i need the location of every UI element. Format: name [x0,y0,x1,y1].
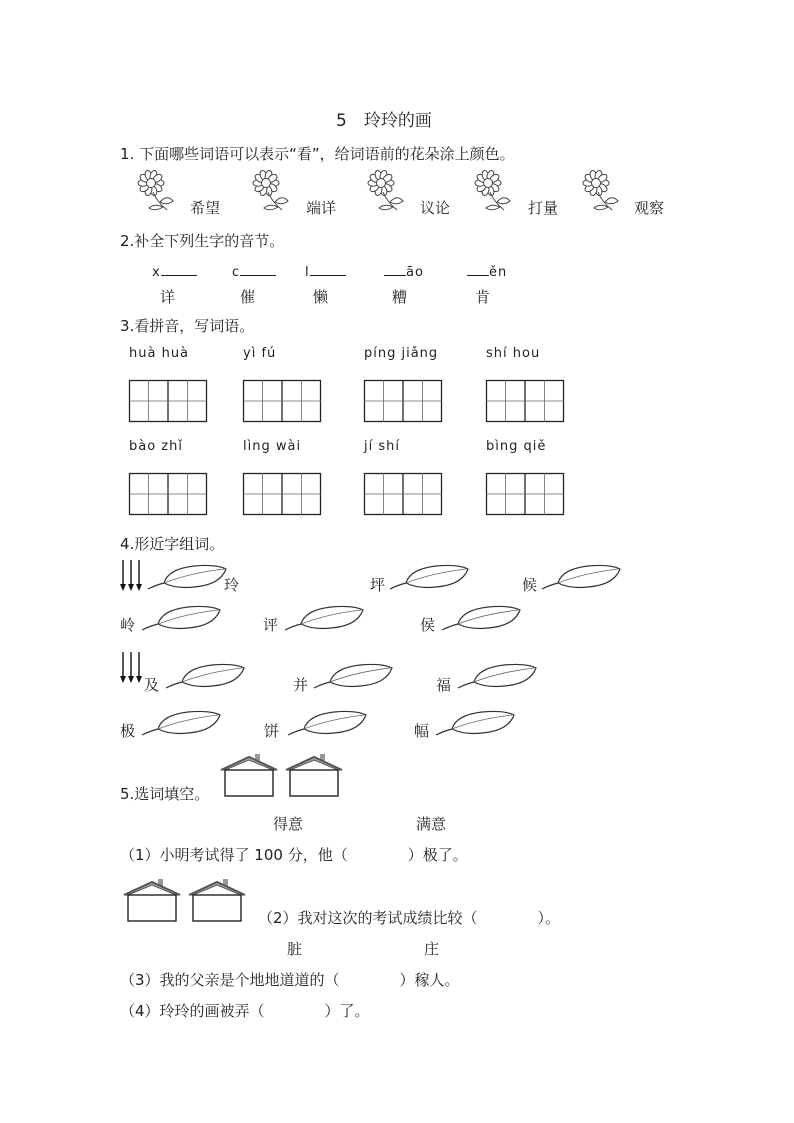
q4-prompt: 4.形近字组词。 [120,535,225,553]
syllable-given: x [152,265,161,280]
pinyin-label: lìng wài [243,439,302,454]
q5-sentence-2: （2）我对这次的考试成绩比较（ ）。 [258,909,561,927]
q3-prompt: 3.看拼音，写词语。 [120,317,255,335]
leaf-icon[interactable] [140,709,222,739]
flower-icon[interactable] [363,168,421,214]
flower-icon[interactable] [133,168,191,214]
leaf-icon[interactable] [164,662,246,692]
writing-grid[interactable] [486,380,564,422]
syllable-char: 肯 [475,288,491,306]
form-char: 候 [522,576,538,594]
syllable-char: 懒 [313,288,329,306]
q2-prompt: 2.补全下列生字的音节。 [120,232,285,250]
form-char: 并 [293,676,309,694]
form-char: 极 [120,722,136,740]
blank-line[interactable] [467,261,489,276]
leaf-icon[interactable] [540,563,622,593]
q5-sentence-1: （1）小明考试得了 100 分，他（ ）极了。 [120,846,468,864]
writing-grid[interactable] [243,380,321,422]
choice-word: 庄 [424,940,440,958]
leaf-icon[interactable] [388,563,470,593]
q1-word: 议论 [420,199,451,217]
leaf-icon[interactable] [286,709,368,739]
house-icon[interactable] [284,752,344,798]
pinyin-label: píng jiǎng [364,346,439,361]
pinyin-label: bào zhǐ [129,439,183,454]
leaf-icon[interactable] [140,604,222,634]
syllable-blank[interactable] [384,261,424,280]
leaf-icon[interactable] [440,604,522,634]
syllable-blank[interactable] [467,261,507,280]
blank-line[interactable] [384,261,406,276]
writing-grid[interactable] [129,380,207,422]
house-icon[interactable] [122,877,182,923]
leaf-icon[interactable] [283,604,365,634]
q5-sentence-4: （4）玲玲的画被弄（ ）了。 [120,1002,370,1020]
leaf-icon[interactable] [456,662,538,692]
pinyin-label: bìng qiě [486,439,547,454]
blank-line[interactable] [310,261,346,276]
form-char: 饼 [264,722,280,740]
choice-word: 满意 [416,815,447,833]
leaf-icon[interactable] [312,662,394,692]
q5-prompt: 5.选词填空。 [120,785,210,803]
syllable-char: 催 [240,288,256,306]
writing-grid[interactable] [364,380,442,422]
q1-word: 端详 [306,199,337,217]
writing-grid[interactable] [243,473,321,515]
form-char: 玲 [224,576,240,594]
form-char: 岭 [120,616,136,634]
syllable-given: c [232,265,241,280]
choice-word: 脏 [287,940,303,958]
syllable-blank[interactable] [152,261,197,280]
blank-line[interactable] [161,261,197,276]
flower-icon[interactable] [470,168,528,214]
pinyin-label: yì fú [243,346,277,361]
form-char: 及 [144,676,160,694]
page-title: 5 玲玲的画 [336,111,432,131]
form-char: 侯 [420,616,436,634]
choice-word: 得意 [273,815,304,833]
syllable-char: 详 [160,288,176,306]
flower-icon[interactable] [248,168,306,214]
syllable-given: āo [406,265,424,280]
syllable-char: 糟 [392,288,408,306]
house-icon[interactable] [219,752,279,798]
writing-grid[interactable] [486,473,564,515]
blank-line[interactable] [240,261,276,276]
flower-icon[interactable] [578,168,636,214]
q5-sentence-3: （3）我的父亲是个地地道道的（ ）稼人。 [120,971,460,989]
syllable-given: ěn [489,265,508,280]
form-char: 福 [436,676,452,694]
writing-grid[interactable] [129,473,207,515]
leaf-icon[interactable] [434,709,516,739]
q1-prompt: 1. 下面哪些词语可以表示“看”，给词语前的花朵涂上颜色。 [120,145,515,163]
down-arrows-icon [120,652,146,684]
pinyin-label: huà huà [129,346,190,361]
syllable-given: l [305,265,310,280]
form-char: 坪 [370,576,386,594]
pinyin-label: jí shí [364,439,400,454]
form-char: 幅 [414,722,430,740]
q1-word: 打量 [528,199,559,217]
q1-word: 希望 [190,199,221,217]
house-icon[interactable] [187,877,247,923]
pinyin-label: shí hou [486,346,541,361]
leaf-icon[interactable] [146,563,228,593]
form-char: 评 [263,616,279,634]
q1-word: 观察 [634,199,665,217]
syllable-blank[interactable] [305,261,346,280]
down-arrows-icon [120,560,146,592]
writing-grid[interactable] [364,473,442,515]
syllable-blank[interactable] [232,261,276,280]
